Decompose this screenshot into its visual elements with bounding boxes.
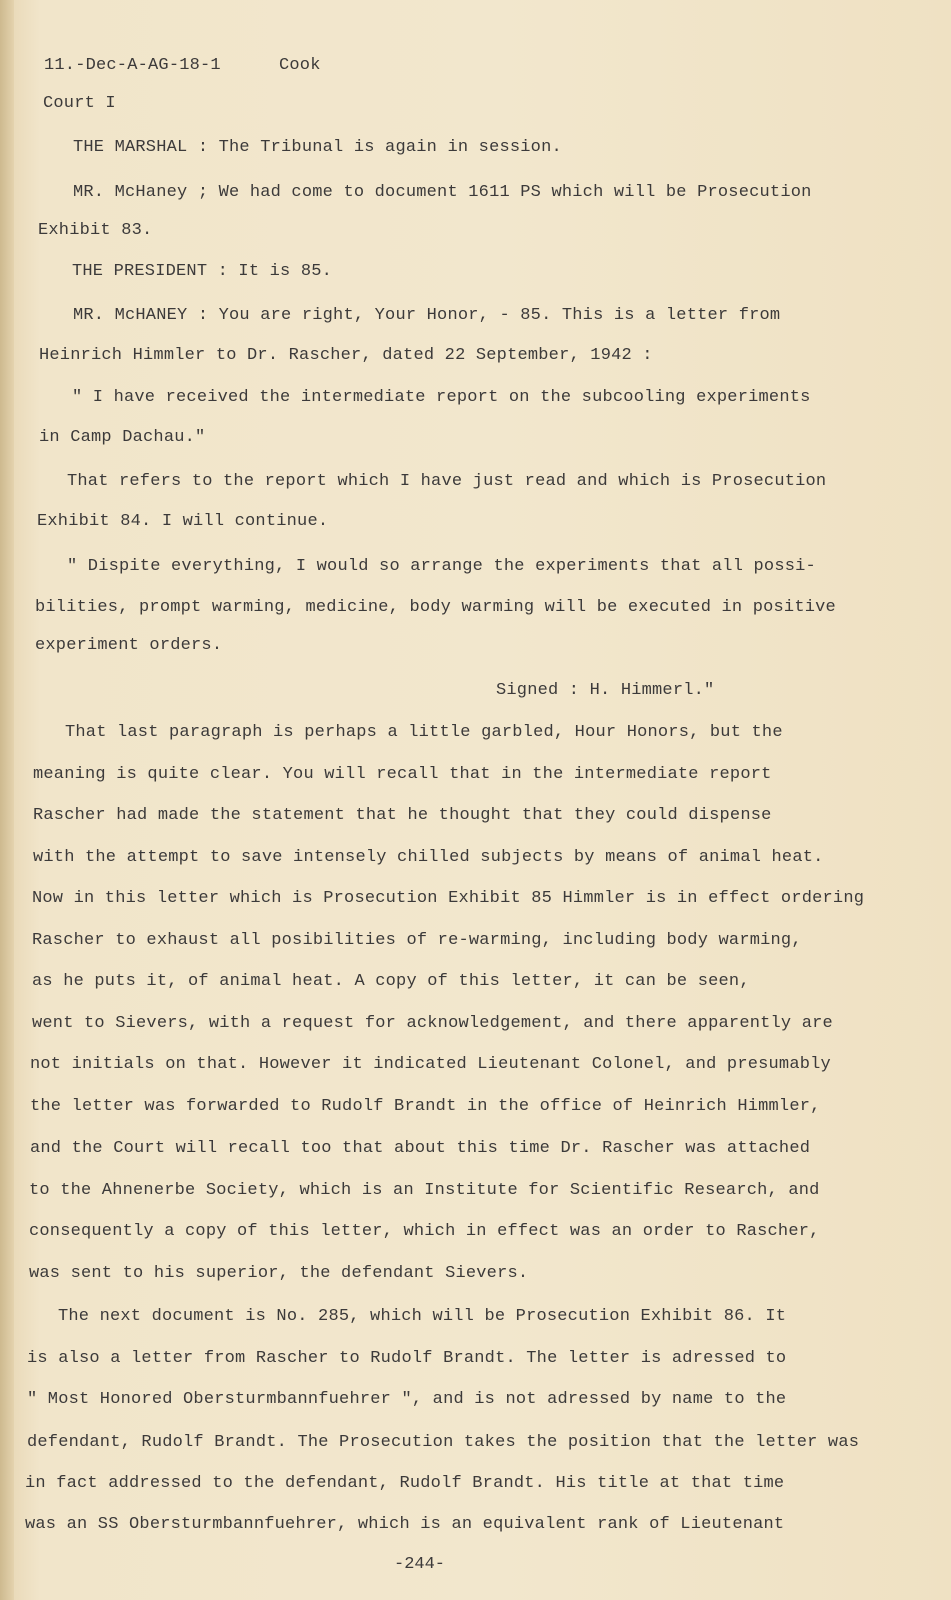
page-number: -244- bbox=[394, 1555, 446, 1574]
transcript-line: not initials on that. However it indicated Lieutenant Colonel, and presumably bbox=[30, 1055, 831, 1074]
transcript-line: " Dispite everything, I would so arrange the experiments that all possi- bbox=[67, 557, 816, 576]
transcript-line: MR. McHANEY : You are right, Your Honor, - 85. This is a letter from bbox=[73, 306, 781, 325]
transcript-line: The next document is No. 285, which will be Prosecution Exhibit 86. It bbox=[58, 1307, 787, 1326]
transcript-line: THE MARSHAL : The Tribunal is again in session. bbox=[73, 138, 562, 157]
transcript-line: was sent to his superior, the defendant Sievers. bbox=[29, 1264, 529, 1283]
transcript-line: went to Sievers, with a request for acknowledgement, and there apparently are bbox=[32, 1014, 833, 1033]
binding-edge bbox=[0, 0, 14, 1600]
transcript-line: was an SS Obersturmbannfuehrer, which is an equivalent rank of Lieutenant bbox=[25, 1515, 785, 1534]
transcript-line: Exhibit 83. bbox=[38, 221, 153, 240]
court-label: Court I bbox=[43, 94, 116, 113]
transcript-line: in fact addressed to the defendant, Rudolf Brandt. His title at that time bbox=[25, 1474, 785, 1493]
transcript-line: Heinrich Himmler to Dr. Rascher, dated 22 September, 1942 : bbox=[39, 346, 653, 365]
transcript-line: meaning is quite clear. You will recall that in the intermediate report bbox=[33, 765, 772, 784]
transcript-line: THE PRESIDENT : It is 85. bbox=[72, 262, 333, 281]
transcript-line: in Camp Dachau." bbox=[39, 428, 206, 447]
file-reference: 11.-Dec-A-AG-18-1 bbox=[44, 56, 221, 75]
signature-line: Signed : H. Himmerl." bbox=[496, 681, 715, 700]
transcript-line: Exhibit 84. I will continue. bbox=[37, 512, 329, 531]
transcript-line: is also a letter from Rascher to Rudolf Brandt. The letter is adressed to bbox=[27, 1349, 787, 1368]
transcript-line: MR. McHaney ; We had come to document 1611 PS which will be Prosecution bbox=[73, 183, 812, 202]
transcript-line: That refers to the report which I have just read and which is Prosecution bbox=[67, 472, 827, 491]
transcript-line: the letter was forwarded to Rudolf Brandt in the office of Heinrich Himmler, bbox=[30, 1097, 821, 1116]
transcript-line: as he puts it, of animal heat. A copy of this letter, it can be seen, bbox=[32, 972, 750, 991]
transcript-line: and the Court will recall too that about this time Dr. Rascher was attached bbox=[30, 1139, 811, 1158]
transcript-line: defendant, Rudolf Brandt. The Prosecution takes the position that the letter was bbox=[27, 1433, 860, 1452]
transcript-line: with the attempt to save intensely chilled subjects by means of animal heat. bbox=[33, 848, 824, 867]
transcript-line: " Most Honored Obersturmbannfuehrer ", and is not adressed by name to the bbox=[27, 1390, 787, 1409]
transcript-line: Rascher to exhaust all posibilities of re-warming, including body warming, bbox=[32, 931, 802, 950]
transcript-line: That last paragraph is perhaps a little garbled, Hour Honors, but the bbox=[65, 723, 783, 742]
transcript-line: bilities, prompt warming, medicine, body warming will be executed in positive bbox=[35, 598, 836, 617]
reporter-name: Cook bbox=[279, 56, 321, 75]
transcript-line: " I have received the intermediate report on the subcooling experiments bbox=[72, 388, 811, 407]
transcript-line: experiment orders. bbox=[35, 636, 223, 655]
transcript-line: to the Ahnenerbe Society, which is an Institute for Scientific Research, and bbox=[29, 1181, 820, 1200]
transcript-line: Now in this letter which is Prosecution Exhibit 85 Himmler is in effect ordering bbox=[32, 889, 865, 908]
transcript-line: consequently a copy of this letter, which in effect was an order to Rascher, bbox=[29, 1222, 820, 1241]
transcript-line: Rascher had made the statement that he thought that they could dispense bbox=[33, 806, 772, 825]
